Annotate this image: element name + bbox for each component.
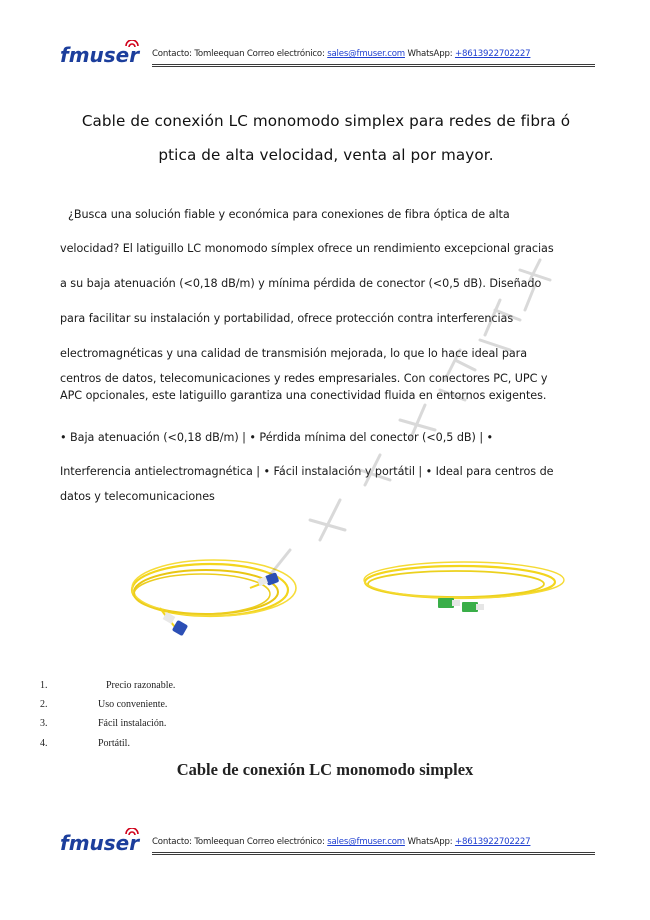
list-item: 2. Uso conveniente. [40,699,168,710]
svg-text:fmuser: fmuser [60,831,140,855]
patch-cord-photos [100,550,600,660]
fmuser-logo-footer [60,828,146,856]
body-line-5: electromagnéticas y una calidad de transmisión mejorada, lo que lo hace ideal para [60,347,528,360]
body-line-6: centros de datos, telecomunicaciones y redes empresariales. Con conectores PC, UPC y [60,372,548,385]
list-item: 1. Precio razonable. [40,680,176,691]
features-line-1: • Baja atenuación (<0,18 dB/m) | • Pérdida mínima del conector (<0,5 dB) | • [60,431,494,444]
watermark-graphic [250,240,580,580]
svg-text:fmuser: fmuser [60,43,140,67]
footer-email-link[interactable]: sales@fmuser.com [327,837,405,847]
figure-caption: Cable de conexión LC monomodo simplex [176,760,474,779]
product-images [100,550,600,660]
page-title: Cable de conexión LC monomodo simplex para redes de fibra ó ptica de alta velocidad, venta al por mayor. [81,112,571,164]
body-line-3: a su baja atenuación (<0,18 dB/m) y mínima pérdida de conector (<0,5 dB). Diseñado [60,277,542,290]
footer-phone-link[interactable]: +8613922702227 [454,837,531,847]
watermark [250,240,580,580]
footer-rule [152,852,595,853]
footer-contact: Contacto: Tomleequan Correo electrónico: sales@fmuser.com WhatsApp: +8613922702227 [152,837,531,847]
list-item: 4. Portátil. [40,738,130,749]
features-line-2: Interferencia antielectromagnética | • Fácil instalación y portátil | • Ideal para centros de [60,465,554,478]
page-footer [60,828,595,858]
body-line-1: ¿Busca una solución fiable y económica para conexiones de fibra óptica de alta [68,208,510,221]
body-line-2: velocidad? El latiguillo LC monomodo símplex ofrece un rendimiento excepcional gracias [60,242,554,255]
body-line-4: para facilitar su instalación y portabilidad, ofrece protección contra interferencias [60,312,514,325]
footer-rule-2 [152,854,595,855]
list-item: 3. Fácil instalación. [40,718,167,729]
lc-cable-photo [132,560,296,636]
header-contact: Contacto: Tomleequan Correo electrónico: sales@fmuser.com WhatsApp: +8613922702227 [152,49,531,59]
header-email-link[interactable]: sales@fmuser.com [327,49,405,59]
page-header [60,40,595,70]
header-rule [152,64,595,65]
features-line-3: datos y telecomunicaciones [60,490,215,503]
header-phone-link[interactable]: +8613922702227 [454,49,531,59]
body-line-7: APC opcionales, este latiguillo garantiza una conectividad fluida en entornos exigentes. [60,389,547,402]
sc-cable-photo [364,562,564,612]
header-rule-2 [152,66,595,67]
fmuser-logo [60,40,146,68]
